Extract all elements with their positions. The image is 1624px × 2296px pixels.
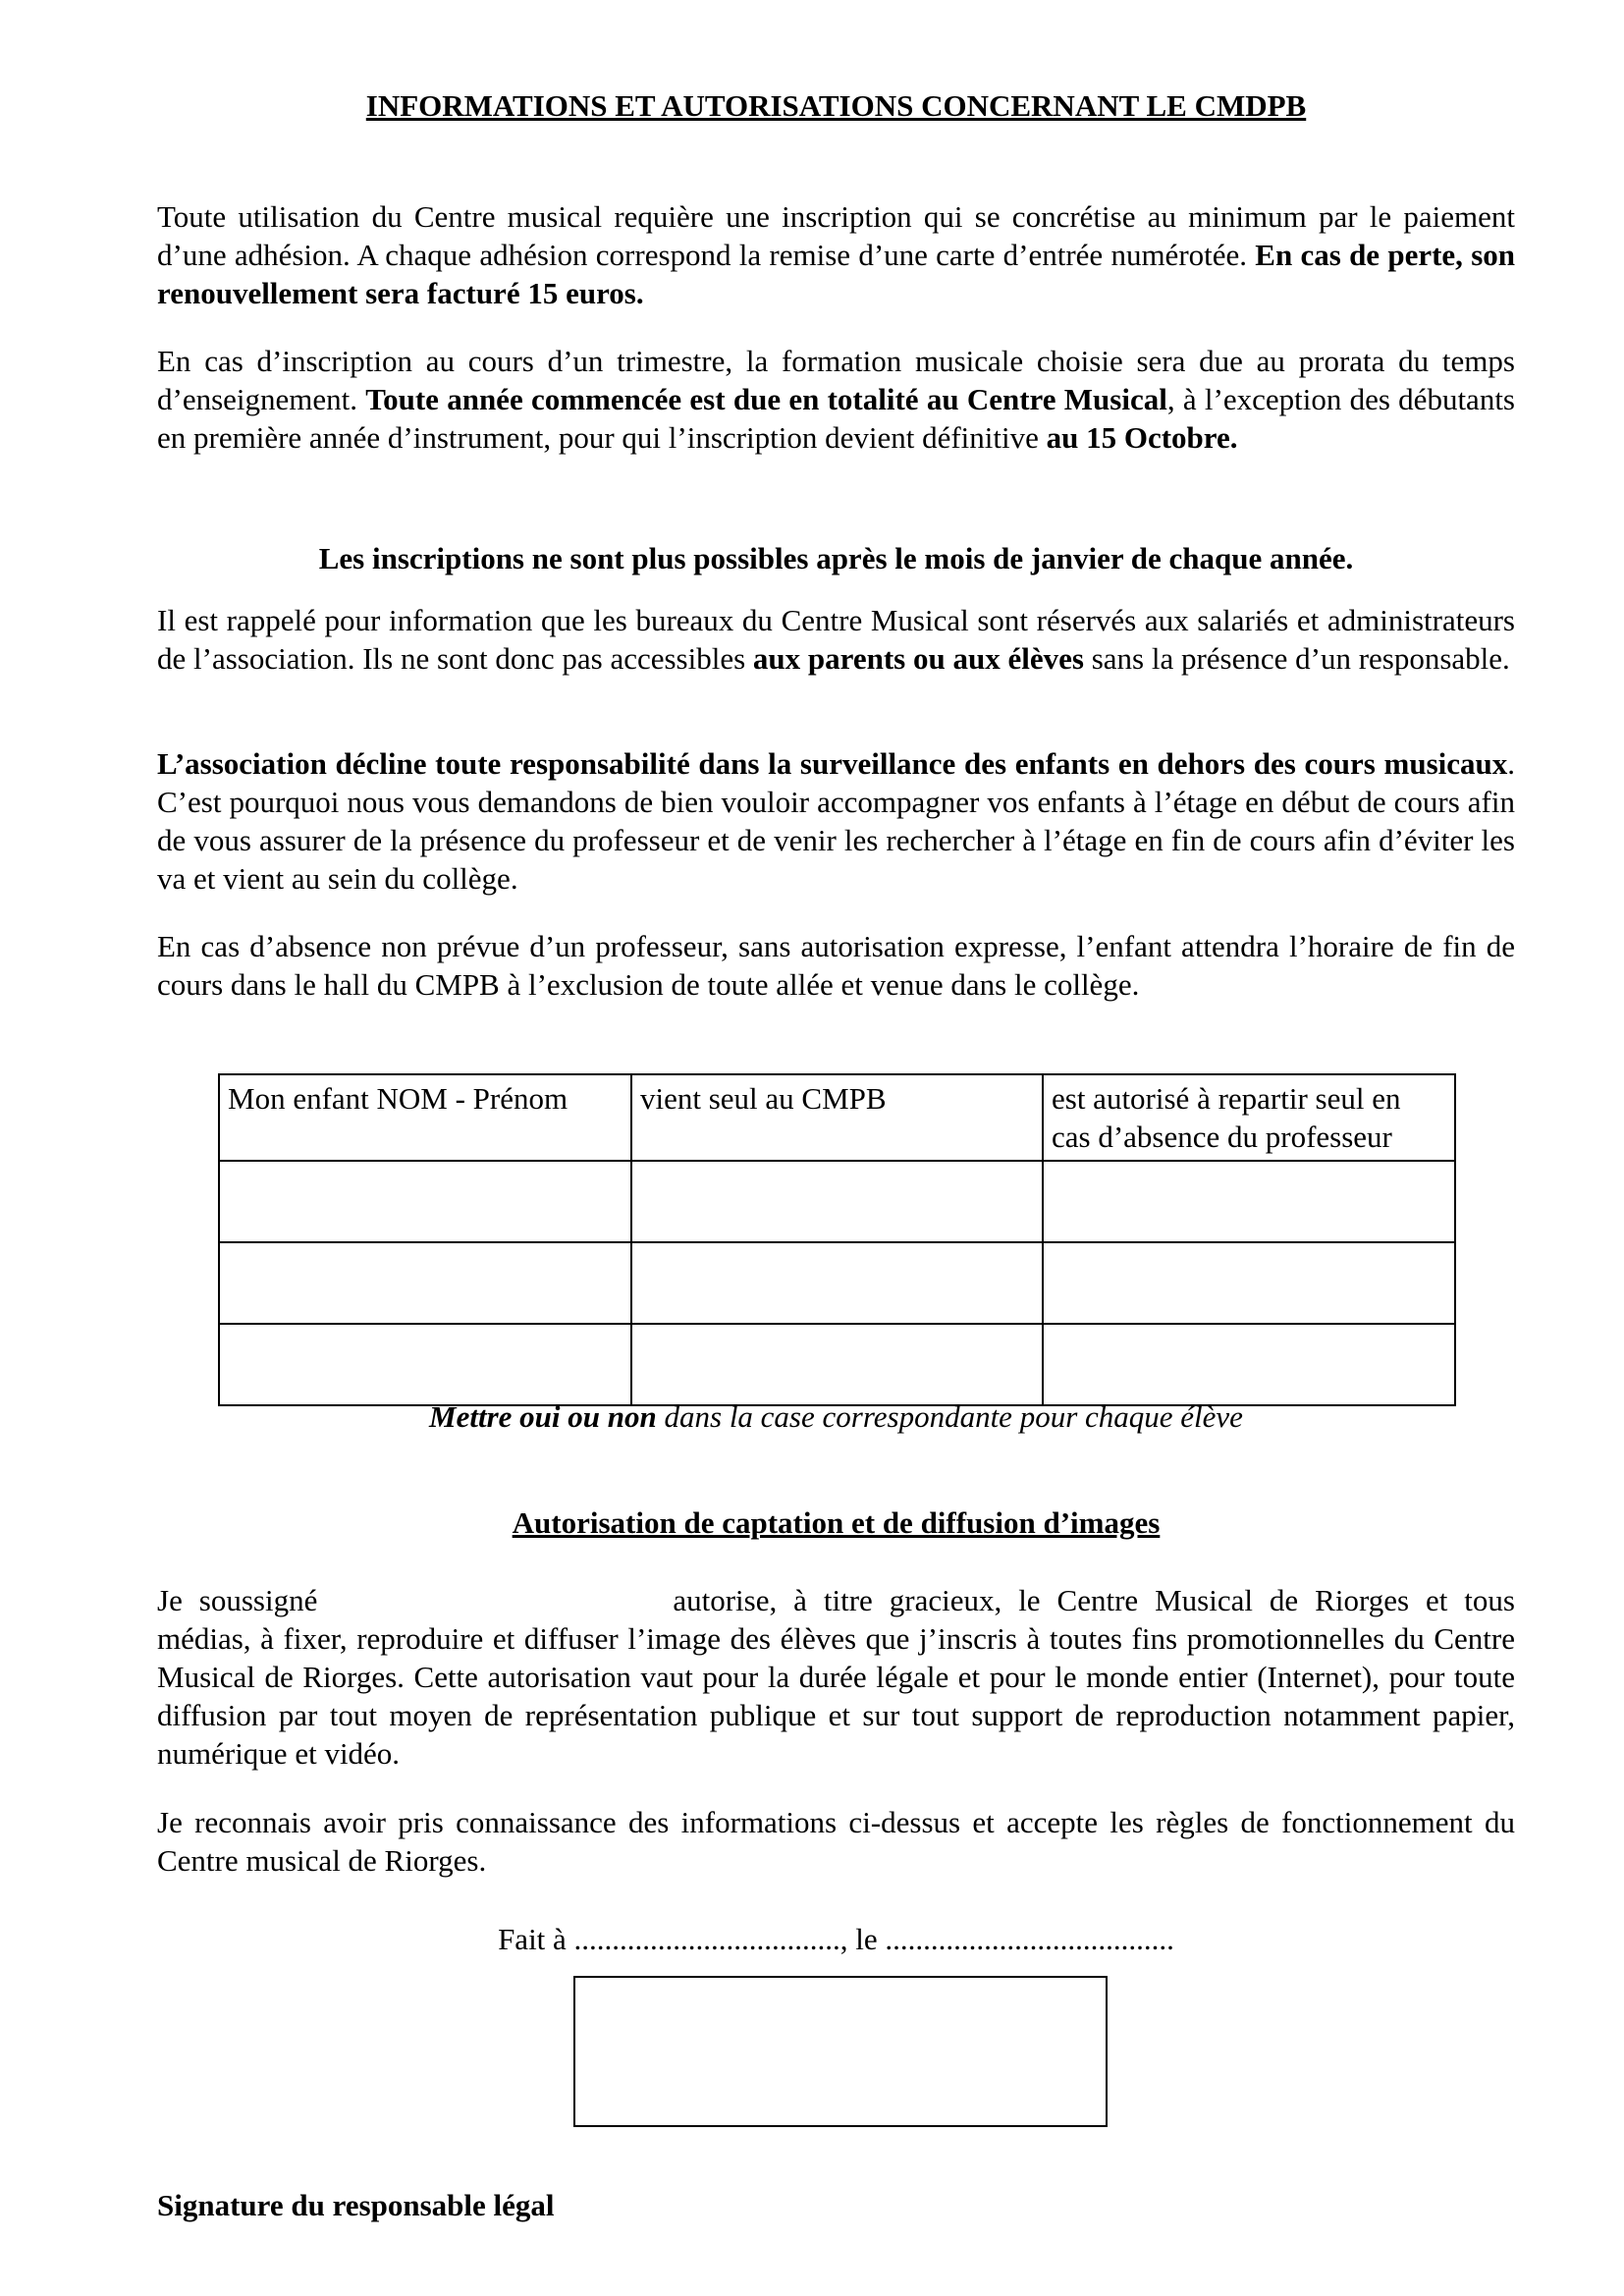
bureaux-bold: aux parents ou aux élèves <box>752 641 1084 676</box>
signature-label: Signature du responsable légal <box>157 2188 555 2222</box>
paragraph-bureaux <box>157 601 1515 678</box>
image-authorization-text: autorise, à titre gracieux, le Centre Musical de Riorges et tous médias, à fixer, reproduire et diffuser l’image des élèves que j’inscris à toutes fins promotionnelles du Centre Musical de Riorges. Cette autorisation vaut pour la durée légale et pour le monde entier (Internet), pour toute diffusion par tout moyen de représentation publique et sur tout support de reproduction notamment papier, numérique et vidéo. <box>157 1583 1515 1771</box>
trimestre-bold-1: Toute année commencée est due en totalité au Centre Musical <box>365 382 1167 416</box>
table-cell-vient-seul[interactable] <box>631 1324 1043 1405</box>
table-cell-nom-prenom[interactable] <box>219 1324 631 1405</box>
responsabilite-text: . C’est pourquoi nous vous demandons de bien vouloir accompagner vos enfants à l’étage en début de cours afin de vous assurer de la présence du professeur et de venir les rechercher à l’étage en fin de cours afin d’éviter les va et vient au sein du collège. <box>157 746 1515 896</box>
table-note-text: dans la case correspondante pour chaque élève <box>656 1399 1243 1434</box>
table-cell-nom-prenom[interactable] <box>219 1161 631 1242</box>
responsabilite-bold: L’association décline toute responsabilité dans la surveillance des enfants en dehors des cours musicaux <box>157 746 1508 781</box>
bureaux-text-1: Il est rappelé pour information que les bureaux du Centre Musical sont réservés aux salariés et administrateurs de l’association. Ils ne sont donc pas accessibles <box>157 603 1515 676</box>
table-row <box>219 1161 1455 1242</box>
paragraph-inscription-trimestre <box>157 342 1515 457</box>
paragraph-acknowledgement: Je reconnais avoir pris connaissance des informations ci-dessus et accepte les règles de fonctionnement du Centre musical de Riorges. <box>157 1805 1515 1878</box>
table-row <box>219 1242 1455 1324</box>
table-note-bold: Mettre oui ou non <box>429 1399 657 1434</box>
page-title: INFORMATIONS ET AUTORISATIONS CONCERNANT LE CMDPB <box>365 88 1307 123</box>
adhesion-bold-text: En cas de perte, son renouvellement sera facturé 15 euros. <box>157 238 1515 310</box>
paragraph-adhesion <box>157 197 1515 312</box>
adhesion-text: Toute utilisation du Centre musical requière une inscription qui se concrétise au minimum par le paiement d’une adhésion. A chaque adhésion correspond la remise d’une carte d’entrée numérotée. <box>157 199 1515 272</box>
table-cell-repartir-seul[interactable] <box>1043 1324 1455 1405</box>
soussigne-label: Je soussigné <box>157 1583 318 1617</box>
trimestre-text-2: , à l’exception des débutants en première année d’instrument, pour qui l’inscription devient définitive <box>157 382 1515 455</box>
column-header-vient-seul: vient seul au CMPB <box>631 1074 1043 1161</box>
paragraph-inscriptions-janvier: Les inscriptions ne sont plus possibles après le mois de janvier de chaque année. <box>318 541 1354 575</box>
trimestre-text-1: En cas d’inscription au cours d’un trimestre, la formation musicale choisie sera due au prorata du temps d’enseignement. <box>157 344 1515 416</box>
place-date-line[interactable]: Fait à ..................................., le ...................................... <box>498 1922 1174 1956</box>
table-note <box>157 1397 1515 1436</box>
table-cell-vient-seul[interactable] <box>631 1161 1043 1242</box>
column-header-repartir-seul: est autorisé à repartir seul en cas d’absence du professeur <box>1043 1074 1455 1161</box>
authorization-table <box>218 1073 1456 1406</box>
paragraph-image-authorization <box>157 1581 1515 1773</box>
signature-box[interactable] <box>573 1976 1108 2127</box>
paragraph-absence-professeur: En cas d’absence non prévue d’un professeur, sans autorisation expresse, l’enfant attendra l’horaire de fin de cours dans le hall du CMPB à l’exclusion de toute allée et venue dans le collège. <box>157 929 1515 1002</box>
trimestre-bold-2: au 15 Octobre. <box>1046 420 1238 455</box>
bureaux-text-2: sans la présence d’un responsable. <box>1083 641 1510 676</box>
table-cell-repartir-seul[interactable] <box>1043 1242 1455 1324</box>
table-header-row <box>219 1074 1455 1161</box>
section-title-image-rights: Autorisation de captation et de diffusion d’images <box>512 1505 1161 1540</box>
table-cell-vient-seul[interactable] <box>631 1242 1043 1324</box>
table-cell-repartir-seul[interactable] <box>1043 1161 1455 1242</box>
table-cell-nom-prenom[interactable] <box>219 1242 631 1324</box>
column-header-nom-prenom: Mon enfant NOM - Prénom <box>219 1074 631 1161</box>
paragraph-responsabilite <box>157 744 1515 898</box>
table-row <box>219 1324 1455 1405</box>
